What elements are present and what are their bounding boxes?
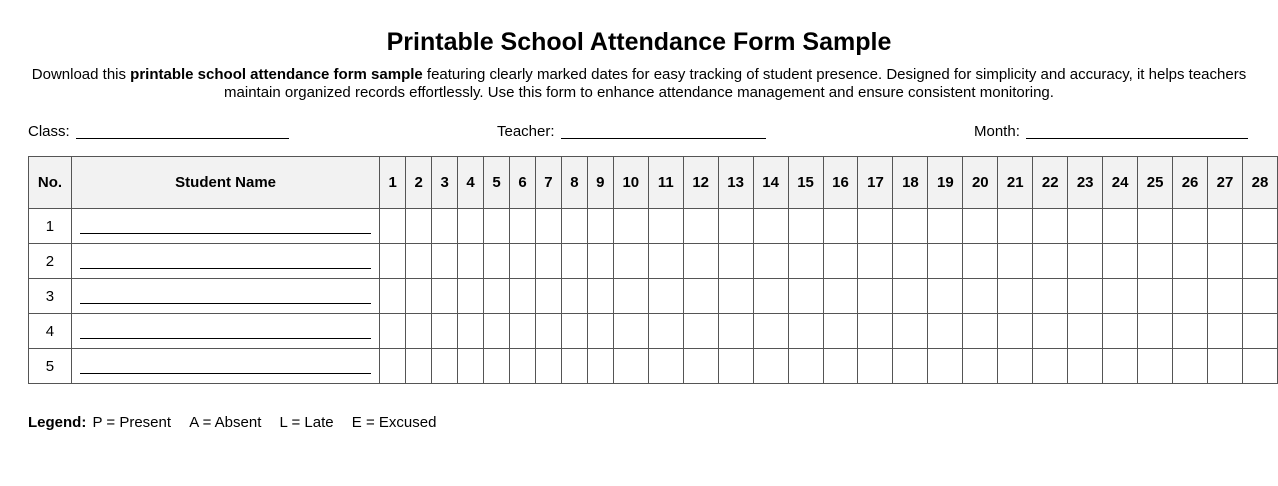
attendance-cell-day-19[interactable]	[928, 244, 963, 279]
attendance-cell-day-11[interactable]	[648, 209, 683, 244]
attendance-cell-day-26[interactable]	[1173, 244, 1208, 279]
attendance-cell-day-18[interactable]	[893, 314, 928, 349]
day-header-5: 5	[484, 157, 510, 209]
day-header-17: 17	[858, 157, 893, 209]
attendance-cell-day-28[interactable]	[1242, 244, 1277, 279]
intro-paragraph	[28, 66, 1250, 102]
attendance-cell-day-4[interactable]	[458, 349, 484, 384]
month-blank-line[interactable]	[1026, 122, 1248, 139]
attendance-cell-day-18[interactable]	[893, 244, 928, 279]
teacher-blank-line[interactable]	[561, 122, 766, 139]
attendance-cell-day-2[interactable]	[406, 349, 432, 384]
attendance-cell-day-22[interactable]	[1033, 349, 1068, 384]
attendance-cell-day-5[interactable]	[484, 244, 510, 279]
attendance-cell-day-17[interactable]	[858, 349, 893, 384]
attendance-cell-day-24[interactable]	[1103, 279, 1138, 314]
attendance-cell-day-21[interactable]	[998, 209, 1033, 244]
table-row	[29, 314, 1278, 349]
attendance-cell-day-20[interactable]	[963, 244, 998, 279]
attendance-cell-day-5[interactable]	[484, 209, 510, 244]
day-header-20: 20	[963, 157, 998, 209]
attendance-cell-day-20[interactable]	[963, 314, 998, 349]
day-header-8: 8	[561, 157, 587, 209]
attendance-cell-day-25[interactable]	[1138, 209, 1173, 244]
attendance-cell-day-27[interactable]	[1208, 349, 1243, 384]
day-header-21: 21	[998, 157, 1033, 209]
attendance-cell-day-5[interactable]	[484, 314, 510, 349]
attendance-cell-day-9[interactable]	[587, 209, 613, 244]
day-header-11: 11	[648, 157, 683, 209]
attendance-cell-day-10[interactable]	[613, 244, 648, 279]
attendance-cell-day-28[interactable]	[1242, 314, 1277, 349]
attendance-cell-day-15[interactable]	[788, 314, 823, 349]
attendance-cell-day-24[interactable]	[1103, 244, 1138, 279]
table-header-row	[29, 157, 1278, 209]
attendance-cell-day-13[interactable]	[718, 314, 753, 349]
day-header-2: 2	[406, 157, 432, 209]
row-number: 3	[29, 279, 72, 314]
attendance-cell-day-12[interactable]	[683, 349, 718, 384]
day-header-6: 6	[510, 157, 536, 209]
student-name-cell[interactable]	[71, 209, 379, 244]
student-name-line	[80, 373, 371, 374]
day-header-9: 9	[587, 157, 613, 209]
no-header: No.	[29, 157, 72, 209]
day-header-14: 14	[753, 157, 788, 209]
attendance-cell-day-11[interactable]	[648, 349, 683, 384]
student-name-cell[interactable]	[71, 244, 379, 279]
attendance-cell-day-13[interactable]	[718, 279, 753, 314]
attendance-cell-day-7[interactable]	[535, 244, 561, 279]
attendance-cell-day-11[interactable]	[648, 279, 683, 314]
day-header-1: 1	[380, 157, 406, 209]
form-fields	[28, 121, 1250, 143]
attendance-cell-day-23[interactable]	[1068, 279, 1103, 314]
day-header-7: 7	[535, 157, 561, 209]
attendance-cell-day-6[interactable]	[510, 209, 536, 244]
attendance-cell-day-4[interactable]	[458, 279, 484, 314]
attendance-cell-day-19[interactable]	[928, 279, 963, 314]
day-header-3: 3	[432, 157, 458, 209]
day-header-22: 22	[1033, 157, 1068, 209]
attendance-cell-day-20[interactable]	[963, 209, 998, 244]
table-row	[29, 349, 1278, 384]
attendance-cell-day-25[interactable]	[1138, 314, 1173, 349]
attendance-cell-day-19[interactable]	[928, 349, 963, 384]
student-name-cell[interactable]	[71, 279, 379, 314]
table-row	[29, 244, 1278, 279]
attendance-cell-day-14[interactable]	[753, 349, 788, 384]
attendance-cell-day-3[interactable]	[432, 209, 458, 244]
day-header-26: 26	[1173, 157, 1208, 209]
table-body	[29, 209, 1278, 384]
attendance-cell-day-12[interactable]	[683, 314, 718, 349]
attendance-cell-day-27[interactable]	[1208, 209, 1243, 244]
intro-bold-phrase: printable school attendance form sample	[130, 66, 423, 83]
day-header-27: 27	[1208, 157, 1243, 209]
attendance-cell-day-10[interactable]	[613, 349, 648, 384]
attendance-table	[28, 156, 1278, 384]
attendance-cell-day-22[interactable]	[1033, 279, 1068, 314]
attendance-cell-day-18[interactable]	[893, 209, 928, 244]
teacher-label: Teacher:	[497, 123, 555, 140]
student-name-line	[80, 338, 371, 339]
attendance-cell-day-27[interactable]	[1208, 279, 1243, 314]
attendance-cell-day-14[interactable]	[753, 209, 788, 244]
attendance-cell-day-8[interactable]	[561, 244, 587, 279]
student-name-cell[interactable]	[71, 314, 379, 349]
attendance-cell-day-25[interactable]	[1138, 244, 1173, 279]
legend-item-absent: A = Absent	[189, 414, 262, 431]
day-header-15: 15	[788, 157, 823, 209]
attendance-cell-day-6[interactable]	[510, 279, 536, 314]
attendance-cell-day-1[interactable]	[380, 349, 406, 384]
attendance-cell-day-1[interactable]	[380, 279, 406, 314]
attendance-cell-day-8[interactable]	[561, 279, 587, 314]
attendance-cell-day-23[interactable]	[1068, 314, 1103, 349]
attendance-cell-day-13[interactable]	[718, 244, 753, 279]
day-header-24: 24	[1103, 157, 1138, 209]
class-blank-line[interactable]	[76, 122, 289, 139]
attendance-cell-day-16[interactable]	[823, 244, 858, 279]
attendance-cell-day-26[interactable]	[1173, 279, 1208, 314]
attendance-cell-day-19[interactable]	[928, 314, 963, 349]
attendance-cell-day-7[interactable]	[535, 279, 561, 314]
attendance-cell-day-16[interactable]	[823, 314, 858, 349]
attendance-cell-day-14[interactable]	[753, 279, 788, 314]
attendance-cell-day-13[interactable]	[718, 209, 753, 244]
table-row	[29, 279, 1278, 314]
class-label: Class:	[28, 123, 70, 140]
attendance-cell-day-21[interactable]	[998, 349, 1033, 384]
attendance-cell-day-20[interactable]	[963, 279, 998, 314]
attendance-cell-day-24[interactable]	[1103, 349, 1138, 384]
page-title: Printable School Attendance Form Sample	[386, 28, 892, 56]
attendance-cell-day-28[interactable]	[1242, 349, 1277, 384]
student-name-cell[interactable]	[71, 349, 379, 384]
attendance-cell-day-2[interactable]	[406, 279, 432, 314]
attendance-cell-day-9[interactable]	[587, 279, 613, 314]
attendance-cell-day-7[interactable]	[535, 209, 561, 244]
attendance-cell-day-16[interactable]	[823, 209, 858, 244]
day-header-4: 4	[458, 157, 484, 209]
attendance-cell-day-1[interactable]	[380, 244, 406, 279]
attendance-cell-day-14[interactable]	[753, 244, 788, 279]
attendance-cell-day-9[interactable]	[587, 314, 613, 349]
attendance-cell-day-16[interactable]	[823, 279, 858, 314]
attendance-cell-day-7[interactable]	[535, 349, 561, 384]
attendance-cell-day-6[interactable]	[510, 314, 536, 349]
attendance-cell-day-10[interactable]	[613, 314, 648, 349]
teacher-field[interactable]	[497, 121, 766, 141]
day-header-25: 25	[1138, 157, 1173, 209]
row-number: 4	[29, 314, 72, 349]
attendance-cell-day-6[interactable]	[510, 349, 536, 384]
attendance-cell-day-28[interactable]	[1242, 209, 1277, 244]
row-number: 1	[29, 209, 72, 244]
attendance-cell-day-8[interactable]	[561, 349, 587, 384]
student-name-header: Student Name	[71, 157, 379, 209]
attendance-cell-day-2[interactable]	[406, 244, 432, 279]
attendance-cell-day-13[interactable]	[718, 349, 753, 384]
attendance-cell-day-17[interactable]	[858, 209, 893, 244]
attendance-cell-day-2[interactable]	[406, 314, 432, 349]
attendance-cell-day-21[interactable]	[998, 279, 1033, 314]
attendance-cell-day-15[interactable]	[788, 279, 823, 314]
class-field[interactable]	[28, 121, 289, 141]
attendance-cell-day-22[interactable]	[1033, 314, 1068, 349]
attendance-cell-day-21[interactable]	[998, 314, 1033, 349]
attendance-cell-day-23[interactable]	[1068, 209, 1103, 244]
attendance-cell-day-3[interactable]	[432, 279, 458, 314]
attendance-cell-day-26[interactable]	[1173, 209, 1208, 244]
intro-prefix: Download this	[31, 66, 131, 83]
attendance-cell-day-24[interactable]	[1103, 314, 1138, 349]
attendance-cell-day-21[interactable]	[998, 244, 1033, 279]
attendance-cell-day-8[interactable]	[561, 209, 587, 244]
student-name-line	[80, 268, 371, 269]
attendance-cell-day-12[interactable]	[683, 209, 718, 244]
day-header-12: 12	[683, 157, 718, 209]
attendance-cell-day-26[interactable]	[1173, 314, 1208, 349]
attendance-cell-day-22[interactable]	[1033, 209, 1068, 244]
attendance-cell-day-12[interactable]	[683, 279, 718, 314]
day-header-18: 18	[893, 157, 928, 209]
attendance-cell-day-15[interactable]	[788, 349, 823, 384]
attendance-cell-day-10[interactable]	[613, 279, 648, 314]
day-header-10: 10	[613, 157, 648, 209]
table-row	[29, 209, 1278, 244]
legend-item-present: P = Present	[92, 414, 172, 431]
row-number: 5	[29, 349, 72, 384]
attendance-cell-day-23[interactable]	[1068, 244, 1103, 279]
intro-suffix: featuring clearly marked dates for easy tracking of student presence. Designed for simplicity and accuracy, it helps teachers maintain organized records effortlessly. Use this form to enhance attendance management and ensure consistent monitoring.	[224, 66, 1247, 101]
day-header-16: 16	[823, 157, 858, 209]
attendance-cell-day-3[interactable]	[432, 349, 458, 384]
attendance-cell-day-4[interactable]	[458, 314, 484, 349]
attendance-cell-day-8[interactable]	[561, 314, 587, 349]
legend	[28, 414, 436, 432]
attendance-cell-day-16[interactable]	[823, 349, 858, 384]
student-name-line	[80, 303, 371, 304]
day-header-23: 23	[1068, 157, 1103, 209]
attendance-cell-day-11[interactable]	[648, 314, 683, 349]
attendance-cell-day-17[interactable]	[858, 244, 893, 279]
attendance-cell-day-9[interactable]	[587, 244, 613, 279]
attendance-cell-day-19[interactable]	[928, 209, 963, 244]
attendance-cell-day-7[interactable]	[535, 314, 561, 349]
student-name-line	[80, 233, 371, 234]
day-header-13: 13	[718, 157, 753, 209]
attendance-cell-day-10[interactable]	[613, 209, 648, 244]
attendance-cell-day-25[interactable]	[1138, 349, 1173, 384]
attendance-cell-day-5[interactable]	[484, 349, 510, 384]
day-header-19: 19	[928, 157, 963, 209]
attendance-cell-day-1[interactable]	[380, 314, 406, 349]
legend-item-excused: E = Excused	[351, 414, 437, 431]
attendance-cell-day-4[interactable]	[458, 244, 484, 279]
row-number: 2	[29, 244, 72, 279]
attendance-cell-day-15[interactable]	[788, 209, 823, 244]
attendance-cell-day-27[interactable]	[1208, 244, 1243, 279]
attendance-cell-day-17[interactable]	[858, 314, 893, 349]
month-field[interactable]	[974, 121, 1248, 141]
attendance-cell-day-17[interactable]	[858, 279, 893, 314]
legend-item-late: L = Late	[279, 414, 334, 431]
attendance-cell-day-9[interactable]	[587, 349, 613, 384]
attendance-cell-day-3[interactable]	[432, 244, 458, 279]
attendance-cell-day-24[interactable]	[1103, 209, 1138, 244]
attendance-cell-day-3[interactable]	[432, 314, 458, 349]
attendance-cell-day-25[interactable]	[1138, 279, 1173, 314]
attendance-cell-day-26[interactable]	[1173, 349, 1208, 384]
attendance-cell-day-14[interactable]	[753, 314, 788, 349]
attendance-cell-day-5[interactable]	[484, 279, 510, 314]
attendance-cell-day-1[interactable]	[380, 209, 406, 244]
attendance-cell-day-23[interactable]	[1068, 349, 1103, 384]
attendance-cell-day-6[interactable]	[510, 244, 536, 279]
attendance-cell-day-27[interactable]	[1208, 314, 1243, 349]
attendance-cell-day-18[interactable]	[893, 349, 928, 384]
attendance-cell-day-22[interactable]	[1033, 244, 1068, 279]
attendance-cell-day-18[interactable]	[893, 279, 928, 314]
attendance-cell-day-2[interactable]	[406, 209, 432, 244]
attendance-cell-day-11[interactable]	[648, 244, 683, 279]
attendance-cell-day-28[interactable]	[1242, 279, 1277, 314]
attendance-cell-day-20[interactable]	[963, 349, 998, 384]
attendance-cell-day-15[interactable]	[788, 244, 823, 279]
month-label: Month:	[974, 123, 1020, 140]
attendance-cell-day-12[interactable]	[683, 244, 718, 279]
legend-label: Legend:	[28, 414, 87, 431]
day-header-28: 28	[1242, 157, 1277, 209]
attendance-cell-day-4[interactable]	[458, 209, 484, 244]
